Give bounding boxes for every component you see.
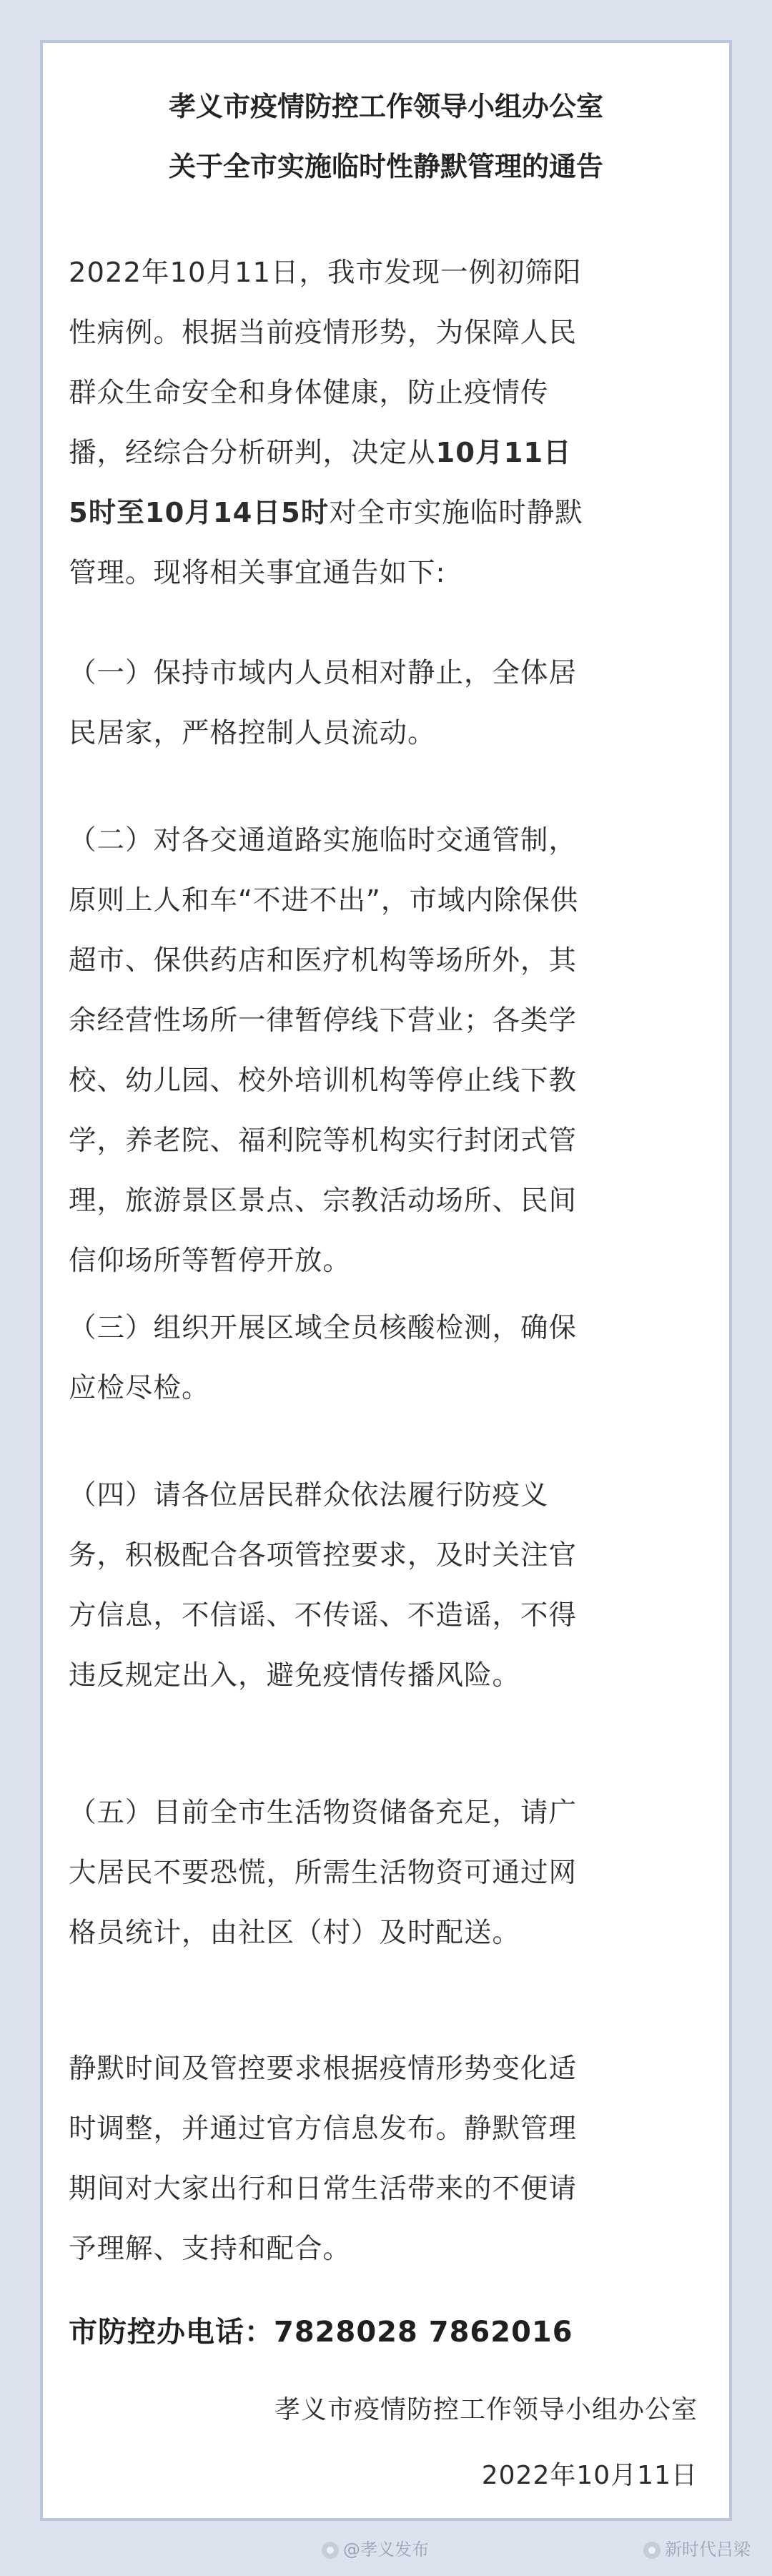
text-line — [69, 423, 705, 483]
text-line: （五）目前全市生活物资储备充足，请广 — [69, 1797, 578, 1829]
weibo-icon — [322, 2542, 339, 2559]
text-run: 群众生命安全和身体健康，防止疫情传 — [69, 377, 549, 409]
text-line — [69, 303, 705, 363]
text-run: 2022年10月11日，我市发现一例初筛阳 — [69, 257, 582, 289]
text-line: （四）请各位居民群众依法履行防疫义 — [69, 1479, 549, 1511]
text-line: 民居家，严格控制人员流动。 — [69, 717, 436, 749]
intro-paragraph — [69, 243, 705, 603]
item-5-paragraph — [69, 1783, 705, 1963]
text-line: 原则上人和车“不进不出”，市域内除保供 — [69, 884, 579, 917]
text-line: 理，旅游景区景点、宗教活动场所、民间 — [69, 1185, 578, 1217]
text-line — [69, 483, 705, 543]
text-line: 静默时间及管控要求根据疫情形势变化适 — [69, 2053, 578, 2085]
watermark-wechat-text: 新时代吕梁 — [665, 2540, 751, 2560]
signature-date: 2022年10月11日 — [481, 2461, 698, 2490]
text-line: 学，养老院、福利院等机构实行封闭式管 — [69, 1125, 578, 1157]
wechat-icon — [643, 2542, 660, 2559]
text-line: 予理解、支持和配合。 — [69, 2233, 352, 2265]
text-line: 应检尽检。 — [69, 1372, 210, 1404]
text-line: 大居民不要恐慌，所需生活物资可通过网 — [69, 1857, 578, 1889]
notice-title-line1: 孝义市疫情防控工作领导小组办公室 — [168, 91, 603, 122]
notice-title-line2: 关于全市实施临时性静默管理的通告 — [168, 151, 603, 182]
watermark-weibo-text: @孝义发布 — [343, 2540, 429, 2560]
text-run: 性病例。根据当前疫情形势，为保障人民 — [69, 317, 578, 349]
text-run: 对全市实施临时静默 — [329, 497, 583, 529]
text-line: 期间对大家出行和日常生活带来的不便请 — [69, 2173, 578, 2205]
text-line: 务，积极配合各项管控要求，及时关注官 — [69, 1539, 578, 1571]
item-2-paragraph — [69, 811, 705, 1291]
text-line: 格员统计，由社区（村）及时配送。 — [69, 1917, 521, 1949]
watermark-wechat — [643, 2535, 751, 2560]
text-line: 超市、保供药店和医疗机构等场所外，其 — [69, 944, 578, 977]
watermark-weibo — [322, 2535, 429, 2560]
hotline-text: 市防控办电话：7828028 7862016 — [69, 2316, 573, 2349]
text-line: （二）对各交通道路实施临时交通管制， — [69, 824, 578, 857]
text-line — [69, 543, 705, 603]
text-line — [69, 243, 705, 303]
text-line: 信仰场所等暂停开放。 — [69, 1245, 352, 1277]
item-3-paragraph — [69, 1298, 705, 1418]
closing-paragraph — [69, 2039, 705, 2279]
text-line: （三）组织开展区域全员核酸检测，确保 — [69, 1312, 578, 1344]
text-run: 播，经综合分析研判，决定从 — [69, 437, 436, 469]
text-line: （一）保持市域内人员相对静止，全体居 — [69, 657, 578, 689]
text-line: 时调整，并通过官方信息发布。静默管理 — [69, 2113, 578, 2145]
text-line: 违反规定出入，避免疫情传播风险。 — [69, 1659, 521, 1692]
signature-office: 孝义市疫情防控工作领导小组办公室 — [274, 2395, 698, 2424]
text-line — [69, 363, 705, 423]
text-line: 方信息，不信谣、不传谣、不造谣，不得 — [69, 1599, 578, 1632]
text-line: 校、幼儿园、校外培训机构等停止线下教 — [69, 1065, 578, 1097]
emphasized-date: 10月11日 — [435, 437, 572, 469]
text-line: 余经营性场所一律暂停线下营业；各类学 — [69, 1005, 578, 1037]
emphasized-date: 5时至10月14日5时 — [69, 497, 330, 529]
item-1-paragraph — [69, 643, 705, 764]
text-run: 管理。现将相关事宜通告如下: — [69, 557, 446, 589]
item-4-paragraph — [69, 1466, 705, 1706]
